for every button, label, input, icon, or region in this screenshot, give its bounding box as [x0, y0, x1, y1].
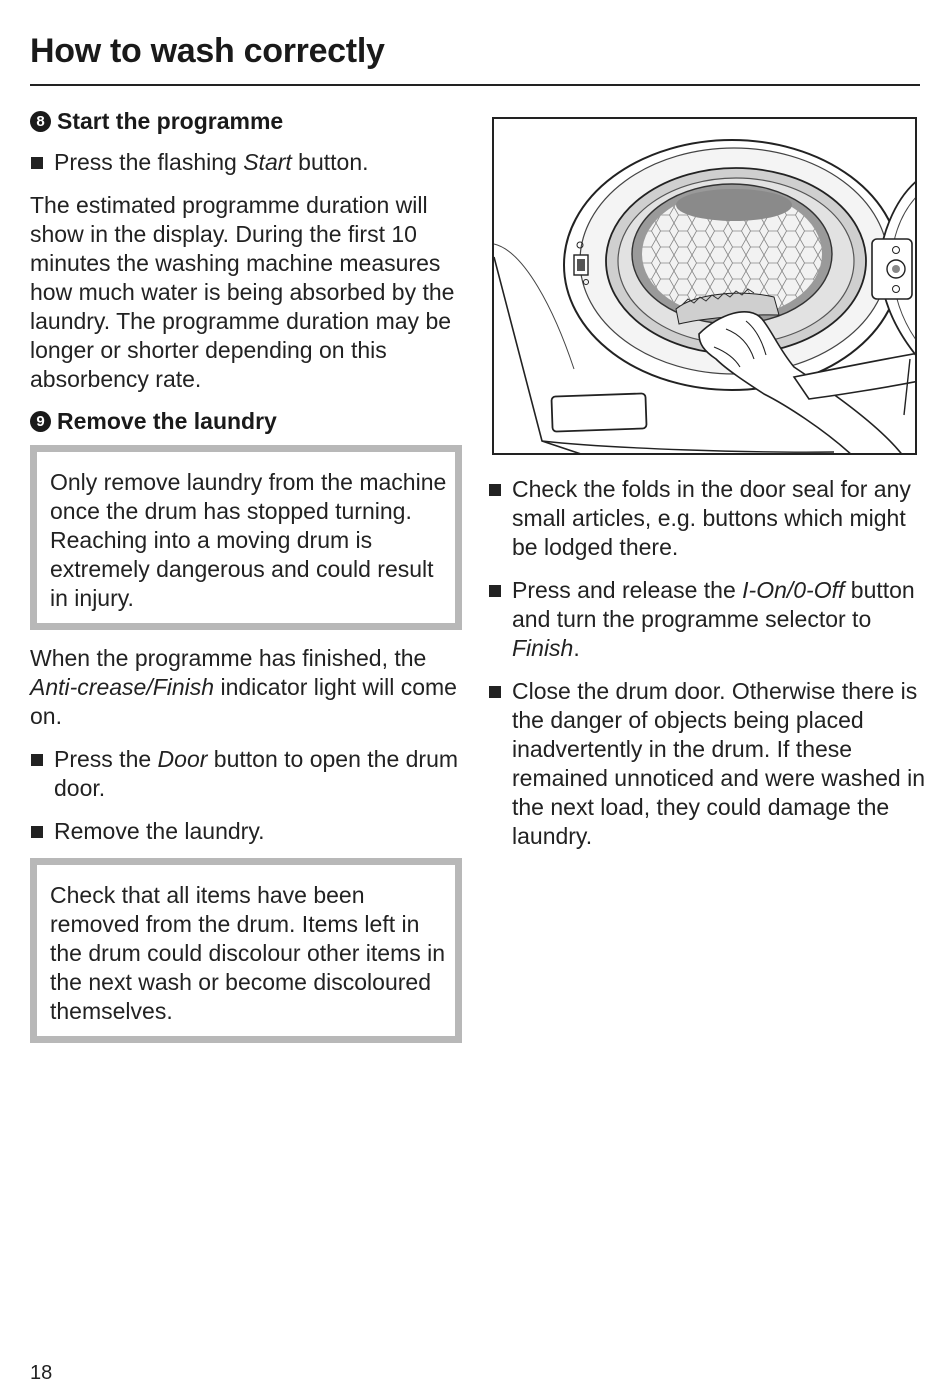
title-divider	[30, 84, 920, 86]
bullet-text: Remove the laundry.	[54, 818, 265, 844]
bullet-square-icon	[30, 148, 54, 177]
bullet-press-start	[30, 148, 470, 177]
bullet-square-icon	[30, 817, 54, 846]
warning-box-drum-turning: Only remove laundry from the machine once the drum has stopped turning. Reaching into a moving drum is extremely dangerous and could result in injury.	[30, 445, 462, 630]
bullet-remove-laundry	[30, 817, 470, 846]
washing-machine-illustration	[492, 117, 917, 455]
bullet-check-folds	[488, 475, 928, 562]
bullet-text: Press the flashing Start button.	[54, 149, 369, 175]
bullet-square-icon	[488, 576, 512, 663]
step-9-number-icon: 9	[30, 411, 51, 432]
bullet-square-icon	[488, 475, 512, 562]
bullet-text: Check the folds in the door seal for any small articles, e.g. buttons which might be lodged there.	[512, 476, 911, 560]
step-9-heading	[30, 408, 470, 435]
bullet-on-off	[488, 576, 928, 663]
bullet-square-icon	[488, 677, 512, 851]
step-8-heading	[30, 108, 470, 135]
step-8-number-icon: 8	[30, 111, 51, 132]
bullet-text: Press the Door button to open the drum door.	[54, 746, 459, 801]
bullet-press-door	[30, 745, 470, 803]
step-8-title: Start the programme	[57, 108, 284, 134]
drum-door-seal-image	[494, 119, 917, 455]
bullet-close-door	[488, 677, 928, 851]
warning-box-check-items: Check that all items have been removed from the drum. Items left in the drum could discolour other items in the next wash or become discoloured themselves.	[30, 858, 462, 1043]
duration-paragraph: The estimated programme duration will show in the display. During the first 10 minutes the washing machine measures how much water is being absorbed by the laundry. The programme duration may be longer or shorter depending on this absorbency rate.	[30, 192, 455, 392]
bullet-text: Press and release the I-On/0-Off button and turn the programme selector to Finish.	[512, 577, 915, 661]
page-number: 18	[30, 1362, 53, 1384]
bullet-text: Close the drum door. Otherwise there is the danger of objects being placed inadvertently in the drum. If these remained unnoticed and were washed in the next load, they could damage the laundry.	[512, 678, 925, 849]
page-title: How to wash correctly	[30, 32, 385, 70]
step-9-title: Remove the laundry	[57, 408, 277, 434]
finished-paragraph: When the programme has finished, the Anti-crease/Finish indicator light will come on.	[30, 645, 457, 729]
left-column	[30, 108, 470, 1043]
bullet-square-icon	[30, 745, 54, 803]
right-column	[488, 475, 928, 851]
